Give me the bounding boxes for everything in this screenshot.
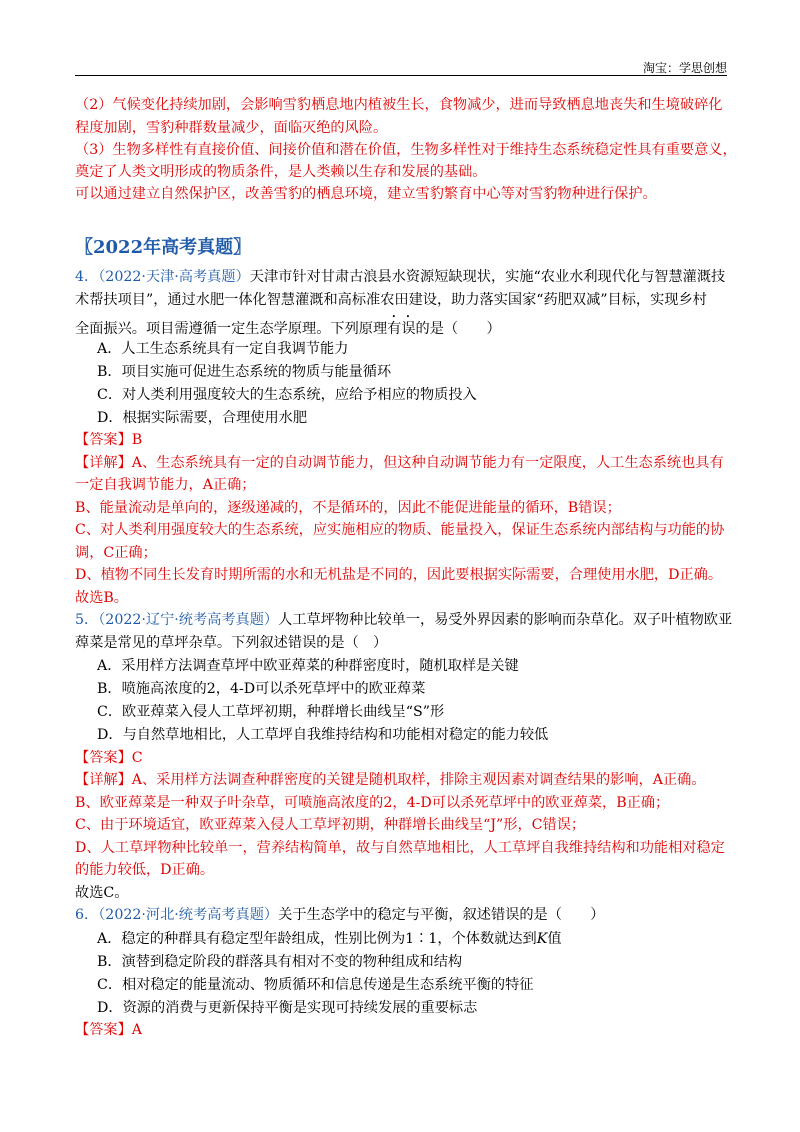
q4-explain-4: C、对人类利用强度较大的生态系统，应实施相应的物质、能量投入，保证生态系统内部结构与功能的协 [75,522,725,538]
q6-stem-text: 关于生态学中的稳定与平衡，叙述错误的是（ ） [278,907,605,923]
q4-option-d: D．根据实际需要，合理使用水肥 [97,410,308,426]
q5-explain-5: 的能力较低，D正确。 [75,862,215,878]
q4-explain-7: 故选B。 [75,590,128,606]
prev-line-4: 奠定了人类文明形成的物质条件，是人类赖以生存和发展的基础。 [75,164,487,180]
q4-option-a: A．人工生态系统具有一定自我调节能力 [97,341,349,357]
q4-stem-text-b: 的是（ ） [415,321,501,337]
q5-stem-line-1 [75,609,732,631]
q5-option-a: A．采用样方法调查草坪中欧亚蔊菜的种群密度时，随机取样是关键 [97,658,519,674]
q6-option-c: C．相对稳定的能量流动、物质循环和信息传递是生态系统平衡的特征 [97,977,534,993]
q4-stem-line-2: 术帮扶项目”，通过水肥一体化智慧灌溉和高标准农田建设，助力落实国家“药肥双减”目标，实现乡村 [75,292,707,308]
q4-explain-3: B、能量流动是单向的，逐级递减的，不是循环的，因此不能促进能量的循环，B错误； [75,500,621,516]
q4-explain-5: 调，C正确； [75,545,157,561]
q4-explain-6: D、植物不同生长发育时期所需的水和无机盐是不同的，因此要根据实际需要，合理使用水肥，D正确。 [75,567,723,583]
q5-explain-6: 故选C。 [75,885,129,901]
q4-stem-text: 天津市针对甘肃古浪县水资源短缺现状，实施“农业水利现代化与智慧灌溉技 [249,269,726,285]
q5-option-b: B．喷施高浓度的2，4-D可以杀死草坪中的欧亚蔊菜 [97,681,426,697]
q6-option-a [97,928,562,950]
q4-number: 4． [75,269,99,285]
q5-option-c: C．欧亚蔊菜入侵人工草坪初期，种群增长曲线呈“S”形 [97,704,445,720]
q5-explain-3: C、由于环境适宜，欧亚蔊菜入侵人工草坪初期，种群增长曲线呈“J”形，C错误； [75,817,586,833]
q4-option-b: B．项目实施可促进生态系统的物质与能量循环 [97,364,392,380]
q4-emphasis: 有误 [387,321,416,337]
q6-option-a-k: K [536,931,548,947]
prev-line-2: 程度加剧，雪豹种群数量减少，面临灭绝的风险。 [75,120,388,136]
q4-source: （2022·天津·高考真题） [98,269,250,285]
q4-stem-line-1 [75,266,725,288]
q4-answer: 【答案】B [75,432,143,448]
q6-option-d: D．资源的消费与更新保持平衡是实现可持续发展的重要标志 [97,1000,478,1016]
q5-source: （2022·辽宁·统考高考真题） [98,612,279,628]
q6-stem-line-1 [75,904,604,926]
q5-explain-2: B、欧亚蔊菜是一种双子叶杂草，可喷施高浓度的2，4-D可以杀死草坪中的欧亚蔊菜，B正确； [75,795,670,811]
q6-option-b: B．演替到稳定阶段的群落具有相对不变的物种组成和结构 [97,954,463,970]
q4-option-c: C．对人类利用强度较大的生态系统，应给予相应的物质投入 [97,387,477,403]
q6-answer: 【答案】A [75,1022,142,1038]
prev-line-5: 可以通过建立自然保护区，改善雪豹的栖息环境，建立雪豹繁育中心等对雪豹物种进行保护。 [75,186,657,202]
q6-source: （2022·河北·统考高考真题） [98,907,279,923]
q5-stem-text: 人工草坪物种比较单一，易受外界因素的影响而杂草化。双子叶植物欧亚 [278,612,733,628]
q5-option-d: D．与自然草地相比，人工草坪自我维持结构和功能相对稳定的能力较低 [97,727,549,743]
q6-number: 6． [75,907,99,923]
q6-option-a-text: A．稳定的种群具有稳定型年龄组成，性别比例为1∶1，个体数就达到 [97,931,537,947]
header-rule [75,75,727,76]
q4-stem-line-3 [75,313,501,340]
q5-answer: 【答案】C [75,750,143,766]
q4-explain-2: 一定自我调节能力，A正确； [75,477,256,493]
q4-explain-1: 【详解】A、生态系统具有一定的自动调节能力，但这种自动调节能力有一定限度，人工生态系统也具有 [75,455,724,471]
q5-number: 5． [75,612,99,628]
q5-stem-line-2: 蔊菜是常见的草坪杂草。下列叙述错误的是（ ） [75,635,388,651]
prev-line-1: （2）气候变化持续加剧，会影响雪豹栖息地内植被生长，食物减少，进而导致栖息地丧失和生境破碎化 [75,97,723,113]
section-title: 〖2022年高考真题〗 [75,237,252,258]
page-header: 淘宝：学思创想 [642,61,727,75]
q5-explain-4: D、人工草坪物种比较单一，营养结构简单，故与自然草地相比，人工草坪自我维持结构和功能相对稳定 [75,840,725,856]
q4-stem-text-a: 全面振兴。项目需遵循一定生态学原理。下列原理 [75,321,388,337]
prev-line-3: （3）生物多样性有直接价值、间接价值和潜在价值，生物多样性对于维持生态系统稳定性具有重要意义， [75,142,737,158]
q6-option-a-end: 值 [547,931,562,947]
q5-explain-1: 【详解】A、采用样方法调查种群密度的关键是随机取样，排除主观因素对调查结果的影响，A正确。 [75,772,706,788]
